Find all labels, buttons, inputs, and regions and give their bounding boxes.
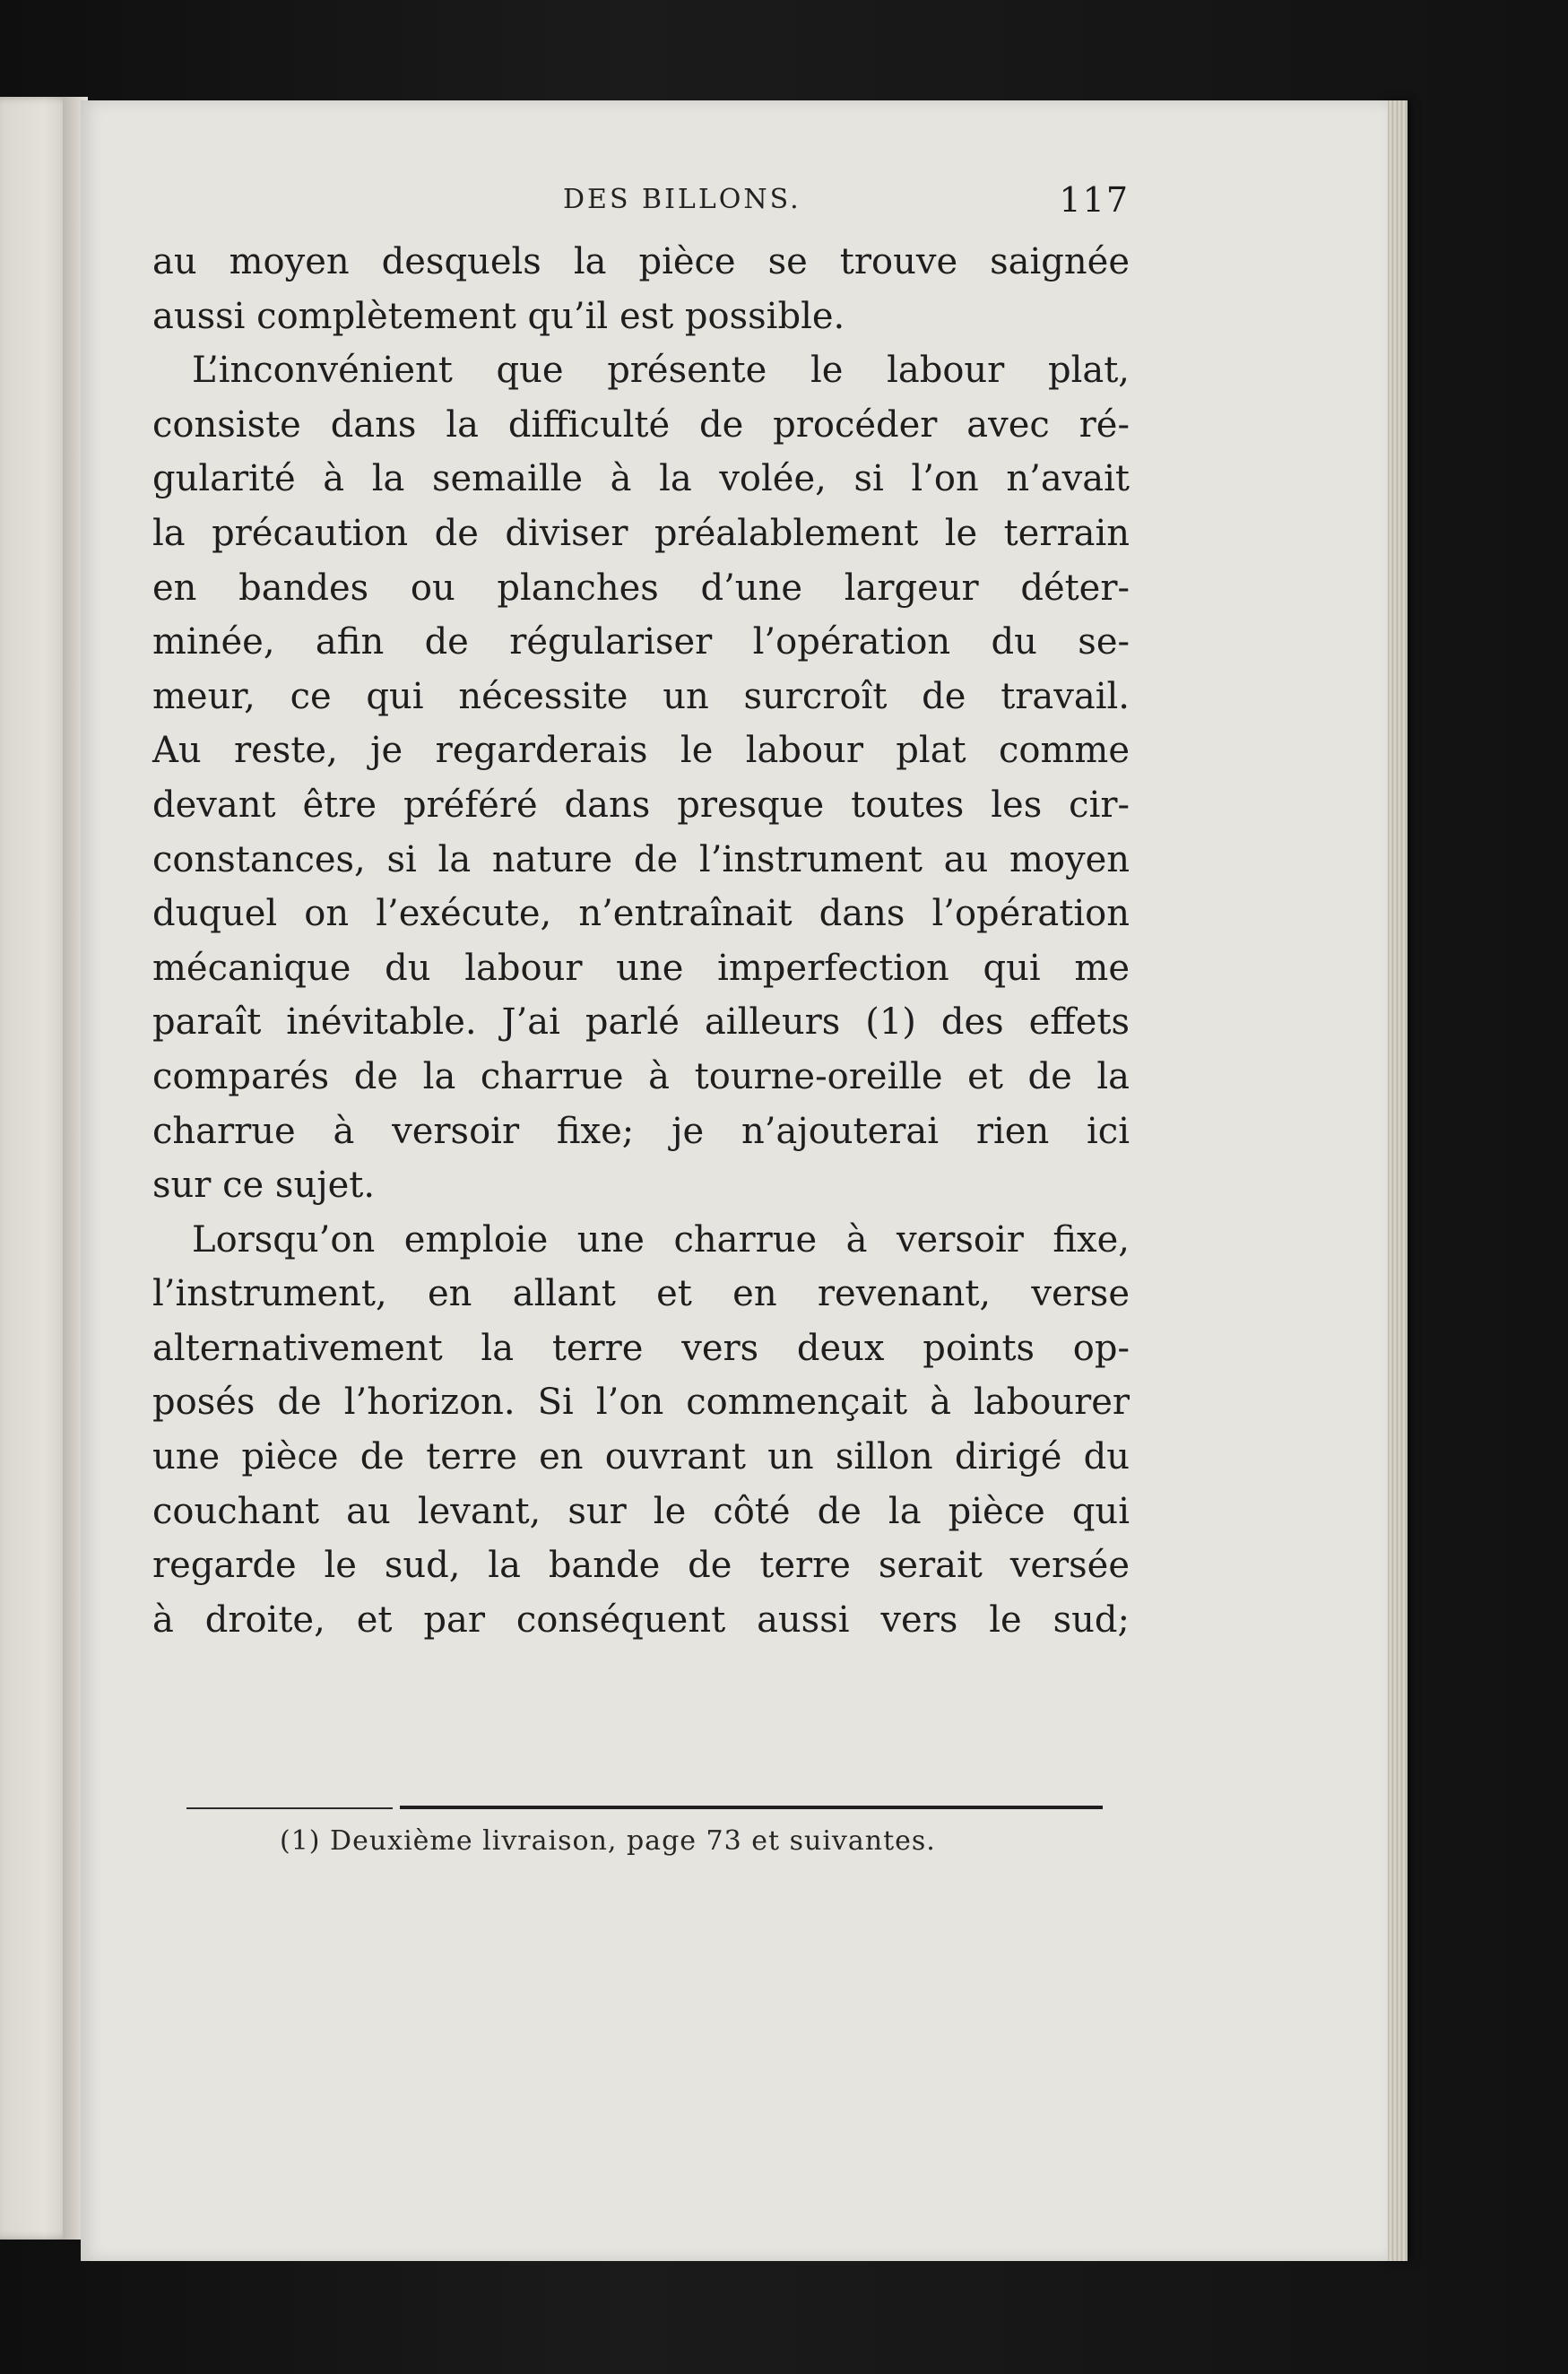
text-line: une pièce de terre en ouvrant un sillon dirigé du (152, 1436, 1130, 1478)
text-line: mécanique du labour une imperfection qui me (152, 947, 1130, 989)
text-line: à droite, et par conséquent aussi vers le sud; (152, 1599, 1130, 1641)
text-line: consiste dans la difficulté de procéder avec ré- (152, 403, 1130, 446)
footnote: (1) Deuxième livraison, page 73 et suivantes. (280, 1825, 936, 1857)
text-line: au moyen desquels la pièce se trouve saignée (152, 241, 1130, 282)
text-line: Lorsqu’on emploie une charrue à versoir fixe, (192, 1218, 1130, 1261)
text-line: l’instrument, en allant et en revenant, verse (152, 1273, 1130, 1315)
footnote-rule-short (186, 1807, 393, 1809)
text-line: charrue à versoir fixe; je n’ajouterai rien ici (152, 1110, 1130, 1152)
text-line: comparés de la charrue à tourne-oreille et de la (152, 1055, 1130, 1097)
text-line: regarde le sud, la bande de terre serait versée (152, 1545, 1130, 1587)
text-line: minée, afin de régulariser l’opération du se- (152, 621, 1130, 663)
text-line: alternativement la terre vers deux points op- (152, 1327, 1130, 1369)
footnote-rule-long (400, 1806, 1103, 1809)
text-line: aussi complètement qu’il est possible. (152, 295, 845, 337)
page-number: 117 (1059, 180, 1130, 220)
running-title: DES BILLONS. (563, 184, 801, 215)
text-line: duquel on l’exécute, n’entraînait dans l’opération (152, 893, 1130, 935)
text-line: meur, ce qui nécessite un surcroît de travail. (152, 675, 1130, 717)
text-line: la précaution de diviser préalablement le terrain (152, 512, 1130, 554)
text-line: gularité à la semaille à la volée, si l’on n’avait (152, 458, 1130, 500)
text-line: constances, si la nature de l’instrument au moyen (152, 838, 1130, 880)
page-header (152, 180, 1130, 238)
text-line: sur ce sujet. (152, 1165, 376, 1207)
text-line: posés de l’horizon. Si l’on commençait à labourer (152, 1382, 1130, 1424)
footnote-rule (186, 1806, 1103, 1811)
text-line: L’inconvénient que présente le labour plat, (192, 350, 1130, 392)
text-line: devant être préféré dans presque toutes les cir- (152, 784, 1130, 826)
text-line: couchant au levant, sur le côté de la pièce qui (152, 1490, 1130, 1532)
text-line: en bandes ou planches d’une largeur déter- (152, 567, 1130, 609)
text-line: Au reste, je regarderais le labour plat comme (152, 730, 1130, 772)
body-text (152, 235, 1130, 1647)
text-line: paraît inévitable. J’ai parlé ailleurs (1) des effets (152, 1001, 1130, 1044)
